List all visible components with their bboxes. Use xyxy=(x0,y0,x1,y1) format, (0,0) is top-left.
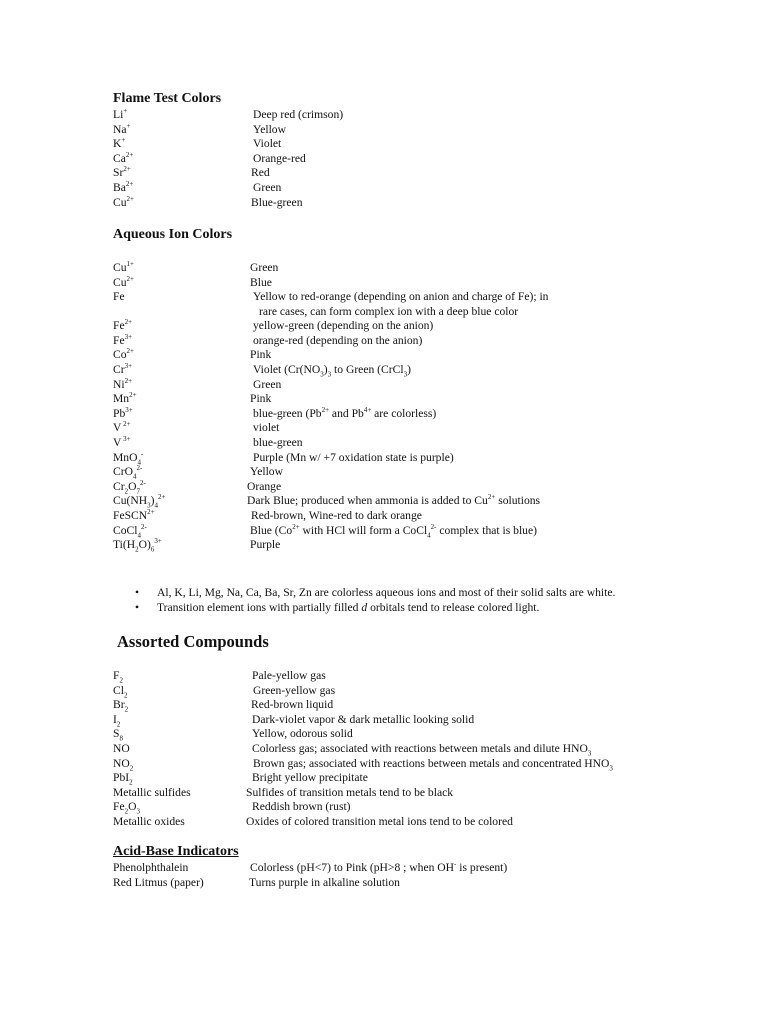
table-row: CoCl$_4^{2-}$ Blue ($Co^{2+}$ with HCl will form a CoCl$_4^{2-}$ complex that is blue) xyxy=(113,522,537,539)
table-row: $Fe^{2+}$ yellow-green (depending on the anion) xyxy=(113,318,434,333)
list-item: • Al, K, Li, Mg, Na, Ca, Ba, Sr, Zn are colorless aqueous ions and most of their solid salts are white. xyxy=(135,586,616,599)
table-row: Li+ Deep red (crimson) xyxy=(113,107,344,121)
table-row: CrO$_4^{2-}$ Yellow xyxy=(113,464,283,481)
table-row: FeSCN$^{2+}$ Red-brown, Wine-red to dark orange xyxy=(113,508,422,522)
table-row: $Fe_2O_3$ Reddish brown (rust) xyxy=(113,800,351,816)
table-row: $I_2$ Dark-violet vapor & dark metallic looking solid xyxy=(113,712,475,729)
bullet-icon: • xyxy=(135,601,140,614)
table-row: Na+ Yellow xyxy=(113,121,286,136)
compounds-table xyxy=(113,669,713,830)
table-row: $Cl_2$ Green-yellow gas xyxy=(113,683,336,699)
table-row: $F_2$ Pale-yellow gas xyxy=(113,669,326,685)
assorted-compounds-heading: Assorted Compounds xyxy=(117,632,269,651)
acid-base-indicators-heading: Acid-Base Indicators xyxy=(113,844,239,859)
indicators-table xyxy=(113,861,713,890)
table-row: $Fe^{3+}$ orange-red (depending on the anion) xyxy=(113,332,423,347)
table-row: $Sr^{2+}$ Red xyxy=(113,165,270,180)
table-row: $Ba^{2+}$ Green xyxy=(113,180,282,194)
table-row: $Cu^{2+}$ Blue xyxy=(113,274,272,289)
table-row: $Br_2$ Red-brown liquid xyxy=(113,698,334,714)
table-row: $Co^{2+}$ Pink xyxy=(113,347,272,362)
table-row: $Cu^{2+}$ Blue-green xyxy=(113,194,303,209)
table-row: NO Colorless gas; associated with reactions between metals and dilute $HNO_3$ xyxy=(113,741,592,758)
aqueous-ion-table xyxy=(113,261,713,553)
table-row: K+ Violet xyxy=(113,136,282,151)
flame-test-table xyxy=(113,108,713,210)
table-row: $Ca^{2+}$ Orange-red xyxy=(113,150,306,165)
table-row: Red Litmus (paper) Turns purple in alkaline solution xyxy=(113,875,400,889)
list-item: • Transition element ions with partially filled d orbitals tend to release colored light. xyxy=(135,601,540,614)
aqueous-ion-heading: Aqueous Ion Colors xyxy=(113,227,233,242)
table-row: V $^{2+}$ violet xyxy=(113,420,280,435)
table-row: $Ni^{2+}$ Green xyxy=(113,376,282,391)
table-row: $Ti(H_2O)_6^{3+}$ Purple xyxy=(113,537,281,554)
table-row: $NO_2$ Brown gas; associated with reactions between metals and concentrated $HNO_3$ xyxy=(113,756,613,772)
table-row: $Mn^{2+}$ Pink xyxy=(113,391,272,406)
table-row: Phenolphthalein Colorless (pH<7) to Pink (pH>8 ; when OH- is present) xyxy=(113,860,508,874)
table-row: MnO$_4$- Purple (Mn w/ +7 oxidation state is purple) xyxy=(113,449,454,466)
table-row: $S_8$ Yellow, odorous solid xyxy=(113,727,353,743)
table-row: Metallic oxides Oxides of colored transition metal ions tend to be colored xyxy=(113,814,513,828)
notes-bullet-list xyxy=(135,585,615,615)
table-row: $Cu(NH_3)_4^{2+}$ Dark Blue; produced when ammonia is added to $Cu^{2+}$ solutions xyxy=(113,493,541,510)
flame-test-heading: Flame Test Colors xyxy=(113,91,222,106)
table-row: Metallic sulfides Sulfides of transition metals tend to be black xyxy=(113,785,454,799)
bullet-icon: • xyxy=(135,586,140,599)
table-row: $Cr^{3+}$ Violet ($Cr(NO_3)_3$ to Green (CrCl$_3$) xyxy=(113,362,411,379)
table-row: Fe Yellow to red-orange (depending on anion and charge of Fe); in rare cases, can form complex ion with a deep blue color xyxy=(113,290,549,318)
table-row: PbI$_2$ Bright yellow precipitate xyxy=(113,771,368,787)
table-row: $Cu^{1+}$ Green xyxy=(113,260,279,274)
table-row: $Cr_2O_7^{2-}$ Orange xyxy=(113,478,282,496)
table-row: V $^{3+}$ blue-green xyxy=(113,435,303,449)
table-row: $Pb^{3+}$ blue-green ($Pb^{2+}$ and $Pb^{4+}$ are colorless) xyxy=(113,405,437,420)
